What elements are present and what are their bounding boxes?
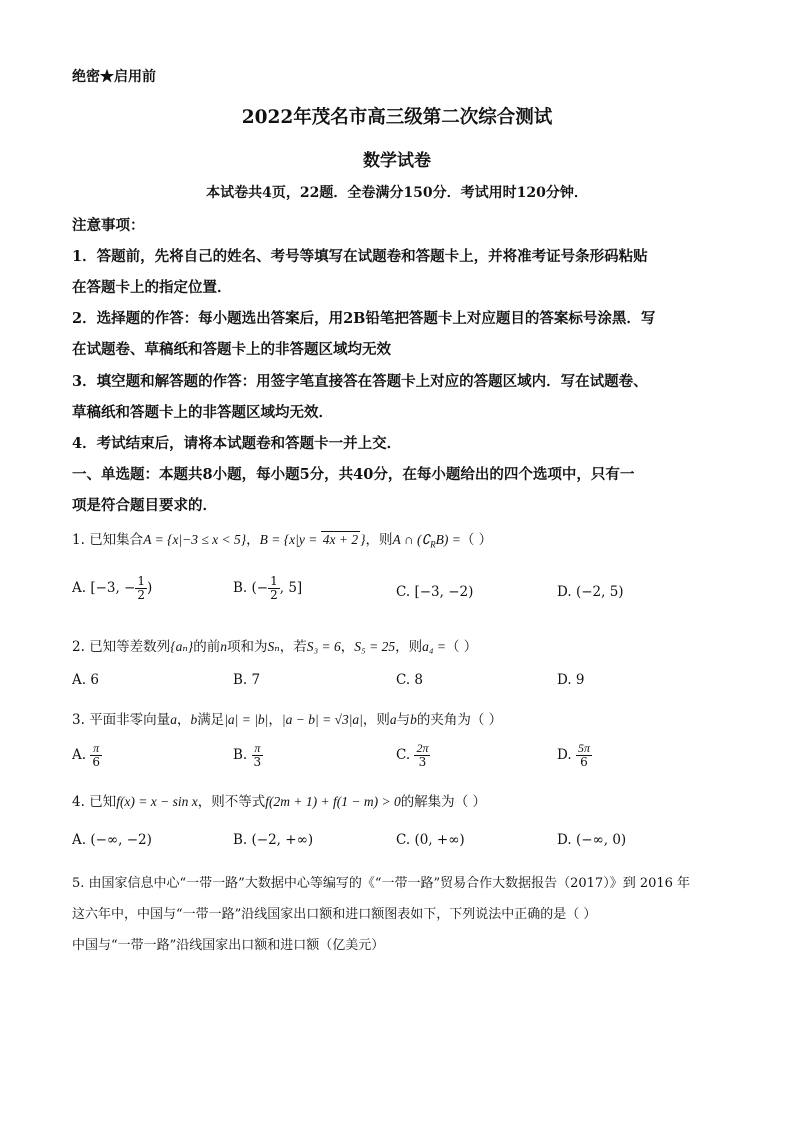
fraction-denominator: 3: [253, 755, 262, 769]
function-definition: f(x) = x − sin x: [116, 794, 198, 809]
fraction-denominator: 6: [92, 755, 100, 769]
fraction-denominator: 2: [137, 588, 146, 602]
question-2-option-a[interactable]: A. 6: [72, 672, 99, 688]
question-5-line-2: 这六年中，中国与“一带一路”沿线国家出口额和进口额图表如下，下列说法中正确的是（ ）: [72, 907, 597, 922]
vector-b: b: [410, 712, 417, 727]
set-b-close: }: [360, 532, 366, 547]
question-3-option-d[interactable]: [557, 742, 592, 769]
question-3-option-b[interactable]: [233, 742, 263, 769]
question-text: ，则: [362, 712, 390, 728]
fraction: [252, 742, 264, 769]
note-1-line-2: 在答题卡上的指定位置．: [72, 279, 232, 296]
option-label: A.: [72, 580, 87, 596]
question-1-option-b[interactable]: [233, 575, 302, 602]
question-1-option-d[interactable]: [557, 584, 624, 600]
s5-value: S₅ = 25: [354, 639, 396, 654]
note-2-line-1: 2．选择题的作答：每小题选出答案后，用2B铅笔把答题卡上对应题目的答案标号涂黑．写: [72, 310, 656, 327]
question-4-stem: [72, 790, 486, 810]
fraction-numerator: 1: [270, 574, 278, 588]
question-3-option-a[interactable]: [72, 742, 102, 769]
question-text: ，若: [279, 639, 307, 655]
question-4-option-c[interactable]: [396, 832, 465, 848]
option-math: (0, +∞): [414, 832, 465, 848]
question-text: 已知等差数列: [89, 639, 171, 655]
question-text: 的夹角为: [416, 712, 471, 728]
option-label: B.: [233, 832, 248, 848]
vector-b: b: [190, 712, 198, 727]
option-label: D.: [557, 584, 572, 600]
fraction-numerator: 2π: [416, 741, 429, 755]
question-text: 平面非零向量: [89, 712, 171, 728]
exam-title: 2022年茂名市高三级第二次综合测试: [241, 107, 553, 128]
fraction-numerator: π: [90, 742, 102, 756]
variable-n: n: [220, 639, 227, 654]
question-text: 已知集合: [89, 532, 144, 548]
option-label: C.: [396, 584, 411, 600]
fraction: [414, 742, 430, 769]
question-4-option-d[interactable]: [557, 832, 626, 848]
vector-a: a: [389, 712, 397, 727]
note-3-line-1: 3．填空题和解答题的作答：用签字笔直接答在答题卡上对应的答题区域内．写在试题卷、: [72, 373, 648, 390]
vector-a: a: [170, 712, 177, 727]
a4-expression: a₄ =: [422, 639, 447, 654]
option-math: (−2, +∞): [251, 832, 314, 848]
option-math: (−∞, −2): [90, 832, 152, 848]
question-3-stem: [72, 708, 502, 728]
question-text: 的解集为: [400, 794, 455, 810]
fraction: [135, 575, 147, 602]
question-text: ，则: [395, 639, 423, 655]
fraction-denominator: 3: [418, 755, 427, 769]
option-label: C.: [396, 832, 411, 848]
question-number: 1.: [72, 532, 85, 548]
condition-1: |a| = |b|: [224, 712, 269, 727]
question-text: 的前: [193, 639, 221, 655]
note-4: 4．考试结束后，请将本试题卷和答题卡一并上交．: [72, 435, 402, 452]
punct: ，: [340, 639, 355, 655]
question-4-option-a[interactable]: [72, 832, 152, 848]
fraction: [576, 742, 592, 769]
option-label: B.: [233, 747, 248, 763]
complement-subscript: R: [430, 539, 436, 550]
section-1-heading-line-1: 一、单选题：本题共8小题，每小题5分，共40分，在每小题给出的四个选项中，只有一: [72, 466, 635, 483]
option-label: A.: [72, 747, 87, 763]
question-5-line-1: 5. 由国家信息中心“一带一路”大数据中心等编写的《“一带一路”贸易合作大数据报告（2017）》到 2016 年: [72, 876, 691, 891]
question-1-option-c[interactable]: [396, 584, 473, 600]
question-2-option-b[interactable]: B. 7: [233, 672, 261, 688]
section-1-heading-line-2: 项是符合题目要求的．: [72, 497, 217, 514]
set-a: A = {x|−3 ≤ x < 5}: [143, 532, 247, 547]
punct: ，: [246, 532, 260, 548]
fraction-numerator: 5π: [577, 741, 590, 755]
question-text: 项和为: [226, 639, 268, 655]
secret-label: 绝密★启用前: [72, 69, 156, 85]
option-math: (−2, 5): [575, 584, 624, 600]
answer-blank: （ ）: [454, 794, 486, 810]
sum-sn: Sₙ: [267, 639, 280, 654]
option-math: [−3, −2): [414, 584, 474, 600]
notes-heading: 注意事项：: [72, 217, 145, 234]
set-b: B = {x|y =: [259, 532, 321, 547]
sequence: {aₙ}: [170, 639, 194, 654]
question-number: 2.: [72, 639, 85, 655]
option-math: , 5]: [279, 580, 303, 596]
fraction-denominator: 6: [580, 755, 588, 769]
answer-blank: （ ）: [460, 532, 493, 548]
exam-info: 本试卷共4页，22题．全卷满分150分．考试用时120分钟．: [206, 185, 588, 201]
note-3-line-2: 草稿纸和答题卡上的非答题区域均无效．: [72, 404, 333, 421]
option-math: [−3, −: [90, 580, 136, 596]
fraction-numerator: π: [252, 742, 264, 756]
question-number: 4.: [72, 794, 85, 810]
answer-blank: （ ）: [470, 712, 503, 728]
option-label: D.: [557, 832, 572, 848]
option-label: C.: [396, 747, 411, 763]
question-1-stem: [72, 528, 492, 550]
fraction-numerator: 1: [137, 574, 146, 588]
question-4-option-b[interactable]: [233, 832, 313, 848]
question-2-option-d[interactable]: D. 9: [557, 672, 585, 688]
sqrt-expression: 4x + 2: [322, 532, 359, 547]
expression: B) =: [435, 532, 461, 547]
question-3-option-c[interactable]: [396, 742, 430, 769]
question-2-option-c[interactable]: C. 8: [396, 672, 424, 688]
question-text: 满足: [197, 712, 225, 728]
question-text: 与: [396, 712, 411, 728]
punct: ，: [176, 712, 191, 728]
note-1-line-1: 1．答题前，先将自己的姓名、考号等填写在试题卷和答题卡上，并将准考证号条形码粘贴: [72, 248, 648, 265]
punct: ，: [268, 712, 282, 728]
question-1-option-a[interactable]: [72, 575, 152, 602]
fraction-denominator: 2: [270, 588, 278, 602]
fraction: [90, 742, 102, 769]
question-text: ，则不等式: [197, 794, 266, 810]
option-label: D.: [557, 747, 572, 763]
expression: A ∩ (∁: [392, 532, 431, 547]
option-math: (−∞, 0): [575, 832, 627, 848]
question-2-stem: [72, 635, 477, 655]
question-text: 已知: [89, 794, 117, 810]
s3-value: S₃ = 6: [306, 639, 341, 654]
option-label: A.: [72, 832, 87, 848]
note-2-line-2: 在试题卷、草稿纸和答题卡上的非答题区域均无效: [72, 341, 391, 358]
inequality: f(2m + 1) + f(1 − m) > 0: [265, 794, 401, 809]
answer-blank: （ ）: [446, 639, 478, 655]
option-math: ): [147, 580, 153, 596]
fraction: [268, 575, 280, 602]
question-number: 3.: [72, 712, 85, 728]
exam-subject: 数学试卷: [363, 151, 431, 171]
option-math: (−: [251, 580, 269, 596]
chart-caption: 中国与“一带一路”沿线国家出口额和进口额（亿美元）: [72, 938, 385, 953]
option-label: B.: [233, 580, 248, 596]
condition-2: |a − b| = √3|a|: [281, 712, 363, 727]
question-text: ，则: [365, 532, 393, 548]
